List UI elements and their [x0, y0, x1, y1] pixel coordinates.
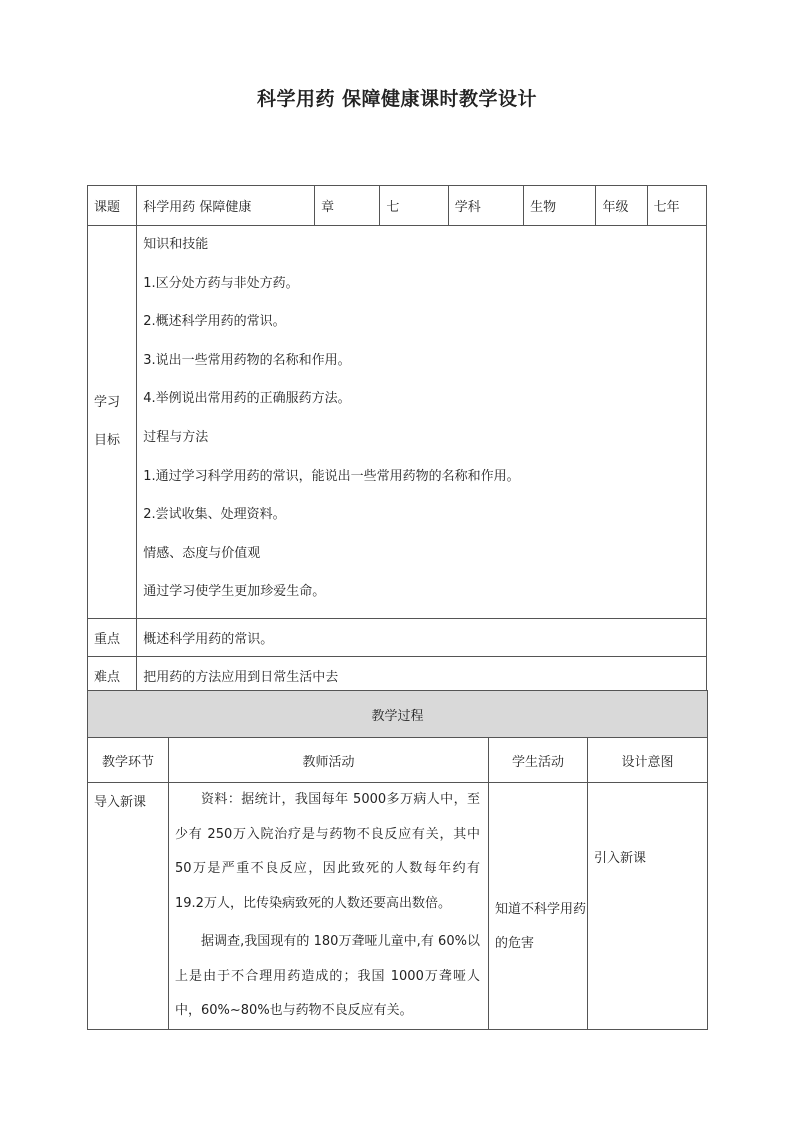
objectives-content — [137, 226, 707, 619]
difficulty-label: 难点 — [88, 656, 137, 694]
objectives-label-line-2: 目标 — [94, 432, 121, 448]
teacher-paragraph: 据调查,我国现有的 180万聋哑儿童中,有 60%以上是由于不合理用药造成的；我国 1000万聋哑人中，60%~80%也与药物不良反应有关。 — [175, 934, 480, 1018]
objective-line: 通过学习使学生更加珍爱生命。 — [143, 584, 326, 600]
lesson-info-table — [87, 185, 707, 695]
column-header-design: 设计意图 — [588, 738, 708, 783]
objective-line: 过程与方法 — [143, 429, 209, 445]
process-header: 教学过程 — [88, 691, 708, 738]
column-header-student: 学生活动 — [489, 738, 588, 783]
chapter-value: 七 — [380, 186, 448, 226]
design-intent-cell: 引入新课 — [588, 783, 708, 1030]
subject-label: 学科 — [448, 186, 523, 226]
teacher-paragraph: 资料：据统计，我国每年 5000多万病人中，至少有 250万入院治疗是与药物不良反应有关，其中 50万是严重不良反应，因此致死的人数每年约有 19.2万人，比传染病致死的人数还要高出数倍。 — [175, 792, 480, 911]
chapter-label: 章 — [315, 186, 380, 226]
objective-line: 1.通过学习科学用药的常识，能说出一些常用药物的名称和作用。 — [143, 468, 520, 484]
objective-line: 2.尝试收集、处理资料。 — [143, 507, 286, 523]
objectives-label-line-1: 学习 — [94, 394, 121, 410]
objective-line: 4.举例说出常用药的正确服药方法。 — [143, 391, 351, 407]
subject-value: 生物 — [524, 186, 596, 226]
teaching-process-table — [87, 690, 708, 1030]
teacher-activity-cell — [169, 783, 489, 1030]
difficulty-value: 把用药的方法应用到日常生活中去 — [137, 656, 707, 694]
objective-line: 1.区分处方药与非处方药。 — [143, 275, 299, 291]
objective-line: 情感、态度与价值观 — [143, 545, 261, 561]
objective-line: 知识和技能 — [143, 237, 209, 252]
grade-value: 七年 — [647, 186, 706, 226]
objective-line: 2.概述科学用药的常识。 — [143, 314, 286, 330]
stage-cell: 导入新课 — [88, 783, 169, 1030]
objective-line: 3.说出一些常用药物的名称和作用。 — [143, 352, 351, 368]
objectives-label — [88, 226, 137, 619]
student-activity-cell: 知道不科学用药的危害 — [489, 783, 588, 1030]
table-row — [88, 783, 708, 1030]
key-point-value: 概述科学用药的常识。 — [137, 618, 707, 656]
key-point-label: 重点 — [88, 618, 137, 656]
column-header-stage: 教学环节 — [88, 738, 169, 783]
topic-label: 课题 — [88, 186, 137, 226]
topic-value: 科学用药 保障健康 — [137, 186, 315, 226]
column-header-teacher: 教师活动 — [169, 738, 489, 783]
document-title: 科学用药 保障健康课时教学设计 — [256, 88, 538, 110]
grade-label: 年级 — [596, 186, 647, 226]
